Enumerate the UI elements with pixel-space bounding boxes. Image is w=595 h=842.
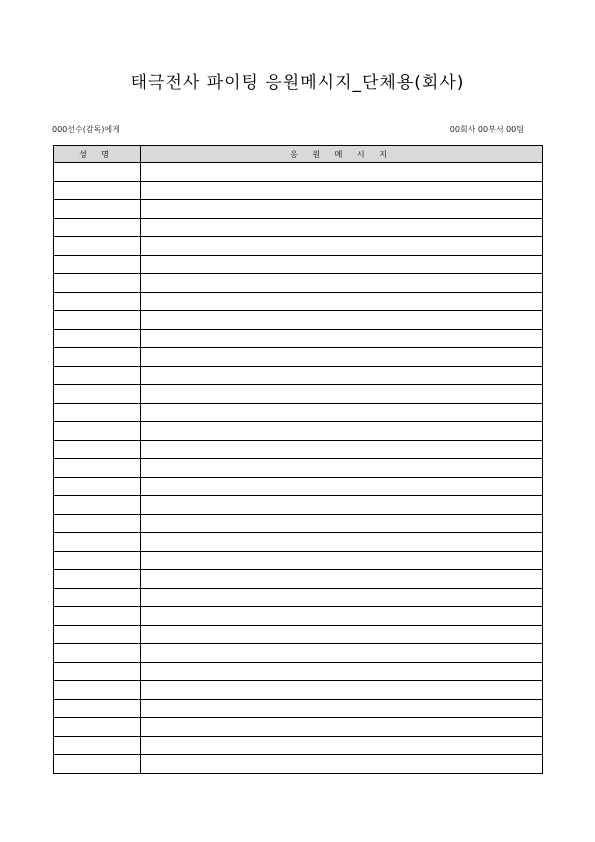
table-header-row xyxy=(54,146,543,163)
message-cell[interactable] xyxy=(141,570,543,589)
table-row xyxy=(54,588,543,607)
message-cell[interactable] xyxy=(141,237,543,256)
message-cell[interactable] xyxy=(141,514,543,533)
message-cell[interactable] xyxy=(141,218,543,237)
message-cell[interactable] xyxy=(141,533,543,552)
message-cell[interactable] xyxy=(141,699,543,718)
name-cell[interactable] xyxy=(54,699,141,718)
message-cell[interactable] xyxy=(141,163,543,182)
table-row xyxy=(54,625,543,644)
message-cell[interactable] xyxy=(141,440,543,459)
message-table xyxy=(53,145,543,774)
message-cell[interactable] xyxy=(141,200,543,219)
message-cell[interactable] xyxy=(141,329,543,348)
message-cell[interactable] xyxy=(141,662,543,681)
table-row xyxy=(54,662,543,681)
name-cell[interactable] xyxy=(54,477,141,496)
table-row xyxy=(54,699,543,718)
name-cell[interactable] xyxy=(54,551,141,570)
message-cell[interactable] xyxy=(141,311,543,330)
name-cell[interactable] xyxy=(54,329,141,348)
table-row xyxy=(54,736,543,755)
message-cell[interactable] xyxy=(141,607,543,626)
header-name: 성 명 xyxy=(54,146,141,163)
name-cell[interactable] xyxy=(54,237,141,256)
name-cell[interactable] xyxy=(54,681,141,700)
name-cell[interactable] xyxy=(54,570,141,589)
message-cell[interactable] xyxy=(141,181,543,200)
message-cell[interactable] xyxy=(141,681,543,700)
page-title: 태극전사 파이팅 응원메시지_단체용(회사) xyxy=(130,73,465,93)
table-row xyxy=(54,200,543,219)
table-row xyxy=(54,237,543,256)
name-cell[interactable] xyxy=(54,459,141,478)
message-cell[interactable] xyxy=(141,255,543,274)
message-cell[interactable] xyxy=(141,644,543,663)
table-row xyxy=(54,681,543,700)
table-body xyxy=(54,163,543,774)
recipient-label: 000선수(감독)에게 xyxy=(52,125,120,134)
message-cell[interactable] xyxy=(141,385,543,404)
name-cell[interactable] xyxy=(54,644,141,663)
table-row xyxy=(54,218,543,237)
message-cell[interactable] xyxy=(141,477,543,496)
message-cell[interactable] xyxy=(141,366,543,385)
name-cell[interactable] xyxy=(54,311,141,330)
table-row xyxy=(54,163,543,182)
table-row xyxy=(54,348,543,367)
table-row xyxy=(54,255,543,274)
table-row xyxy=(54,644,543,663)
name-cell[interactable] xyxy=(54,607,141,626)
message-cell[interactable] xyxy=(141,403,543,422)
table-row xyxy=(54,533,543,552)
name-cell[interactable] xyxy=(54,588,141,607)
message-cell[interactable] xyxy=(141,459,543,478)
table-row xyxy=(54,181,543,200)
message-cell[interactable] xyxy=(141,274,543,293)
table-row xyxy=(54,422,543,441)
table-row xyxy=(54,718,543,737)
table-row xyxy=(54,514,543,533)
table-row xyxy=(54,366,543,385)
name-cell[interactable] xyxy=(54,348,141,367)
message-cell[interactable] xyxy=(141,736,543,755)
name-cell[interactable] xyxy=(54,514,141,533)
message-cell[interactable] xyxy=(141,292,543,311)
message-cell[interactable] xyxy=(141,348,543,367)
name-cell[interactable] xyxy=(54,255,141,274)
name-cell[interactable] xyxy=(54,736,141,755)
table-row xyxy=(54,607,543,626)
name-cell[interactable] xyxy=(54,218,141,237)
name-cell[interactable] xyxy=(54,533,141,552)
name-cell[interactable] xyxy=(54,496,141,515)
name-cell[interactable] xyxy=(54,755,141,774)
name-cell[interactable] xyxy=(54,385,141,404)
name-cell[interactable] xyxy=(54,366,141,385)
name-cell[interactable] xyxy=(54,292,141,311)
sender-label: 00회사 00부서 00팀 xyxy=(449,125,524,134)
message-cell[interactable] xyxy=(141,551,543,570)
name-cell[interactable] xyxy=(54,718,141,737)
name-cell[interactable] xyxy=(54,163,141,182)
name-cell[interactable] xyxy=(54,625,141,644)
message-cell[interactable] xyxy=(141,625,543,644)
name-cell[interactable] xyxy=(54,662,141,681)
table-row xyxy=(54,274,543,293)
table-row xyxy=(54,440,543,459)
message-cell[interactable] xyxy=(141,422,543,441)
name-cell[interactable] xyxy=(54,181,141,200)
message-cell[interactable] xyxy=(141,718,543,737)
message-cell[interactable] xyxy=(141,755,543,774)
message-cell[interactable] xyxy=(141,496,543,515)
table-row xyxy=(54,551,543,570)
name-cell[interactable] xyxy=(54,403,141,422)
table-row xyxy=(54,570,543,589)
table-row xyxy=(54,403,543,422)
name-cell[interactable] xyxy=(54,274,141,293)
table-row xyxy=(54,477,543,496)
name-cell[interactable] xyxy=(54,440,141,459)
table-row xyxy=(54,311,543,330)
table-row xyxy=(54,385,543,404)
table-row xyxy=(54,459,543,478)
table-row xyxy=(54,292,543,311)
name-cell[interactable] xyxy=(54,200,141,219)
header-message: 응 원 메 시 지 xyxy=(141,146,543,163)
table-row xyxy=(54,329,543,348)
name-cell[interactable] xyxy=(54,422,141,441)
table-row xyxy=(54,496,543,515)
message-cell[interactable] xyxy=(141,588,543,607)
table-row xyxy=(54,755,543,774)
